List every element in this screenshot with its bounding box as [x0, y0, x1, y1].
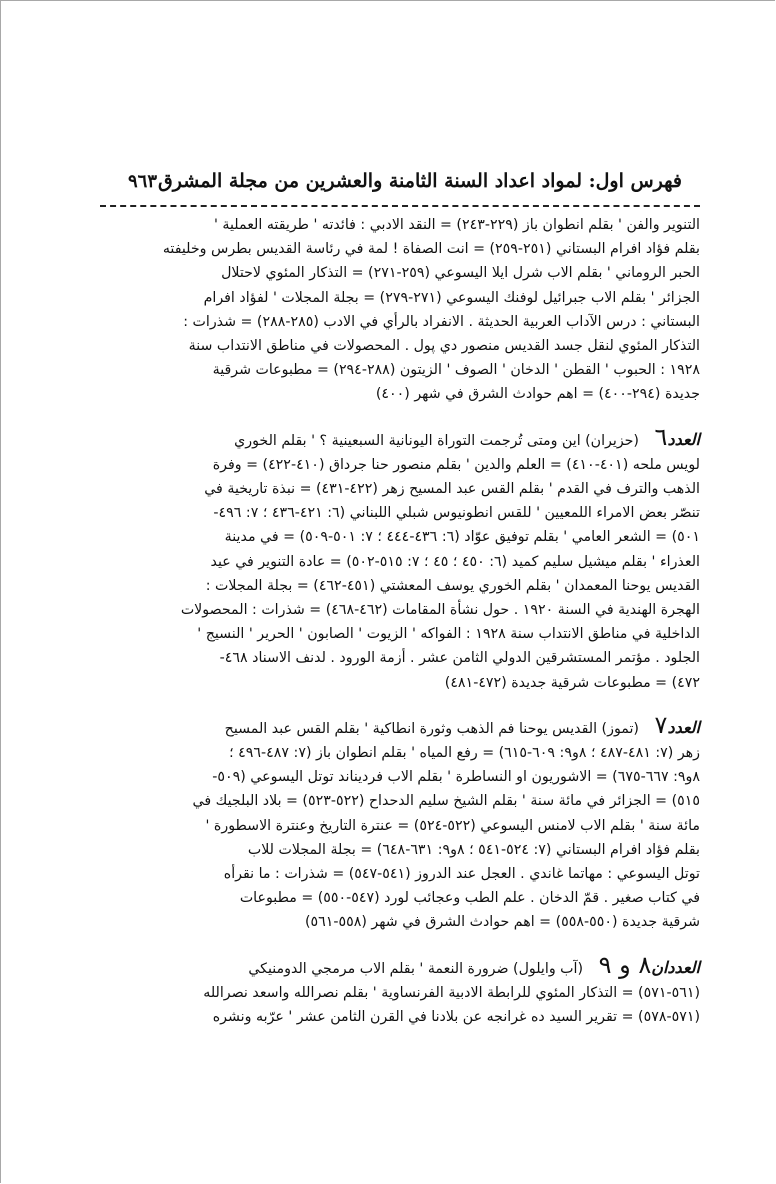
- index-line: ٤٧٢) = مطبوعات شرقية جديدة (٤٧٢-٤٨١): [444, 674, 700, 691]
- index-line: شرقية جديدة (٥٥٠-٥٥٨) = اهم حوادث الشرق في شهر (٥٥٨-٥٦١): [304, 914, 700, 931]
- index-line: بقلم فؤاد افرام البستاني (٧: ٥٢٤-٥٤١ ؛ ٨و٩: ٦٣١-٦٤٨) = بجلة المجلات للاب: [247, 841, 700, 858]
- index-line: العذراء ' بقلم ميشيل سليم كميد (٦: ٤٥٠ ؛ ٤٥ ؛ ٧: ٥١٥-٥٠٢) = عادة التنوير في عيد: [210, 553, 700, 570]
- index-line: الداخلية في مناطق الانتداب سنة ١٩٢٨ : الفواكه ' الزيوت ' الصابون ' الحرير ' النسيج ': [197, 626, 700, 643]
- index-line: التنوير والفن ' بقلم انطوان باز (٢٢٩-٢٤٣) = النقد الادبي : فائدته ' طريقته العملية ': [214, 217, 700, 233]
- issue-heading-label: العدد: [667, 717, 700, 737]
- index-section-issue-7: [100, 710, 700, 935]
- header-title: فهرس اول: لمواد اعداد السنة الثامنة والعشرين من مجلة المشرق: [158, 170, 682, 192]
- index-line-text: (آب وايلول) ضرورة النعمة ' بقلم الاب مرمجي الدومنيكي: [248, 960, 584, 977]
- index-line: جديدة (٢٩٤-٤٠٠) = اهم حوادث الشرق في شهر (٤٠٠): [375, 386, 700, 403]
- index-line: ٥١٥) = الجزائر في مائة سنة ' بقلم الشيخ سليم الدحداح (٥٢٢-٥٢٣) = بلاد البلجيك في: [192, 793, 700, 810]
- index-line: البستاني : درس الآداب العربية الحديثة . الانفراد بالرأي في الادب (٢٨٥-٢٨٨) = شذرات :: [183, 313, 700, 330]
- index-line: الجلود . مؤتمر المستشرقين الدولي الثامن عشر . أزمة الورود . لدنف الاسناد ٤٦٨-: [219, 650, 700, 667]
- index-line: توتل اليسوعي : مهاتما غاندي . العجل عند الدروز (٥٤١-٥٤٧) = شذرات : ما نقرأه: [223, 866, 700, 883]
- index-line-text: (حزيران) اين ومتى تُرجمت التوراة اليونانية السبعينية ؟ ' بقلم الخوري: [234, 432, 639, 449]
- index-section-issue-6: [100, 422, 700, 695]
- index-line: ٨و٩: ٦٦٧-٦٧٥) = الاشوريون او النساطرة ' بقلم الاب فرديناند توتل اليسوعي (٥٠٩-: [212, 769, 700, 786]
- index-line: تنصّر بعض الامراء اللمعيين ' للقس انطونيوس شبلي اللبناني (٦: ٤٢١-٤٣٦ ؛ ٧: ٤٩٦-: [213, 505, 700, 522]
- index-line: زهر (٧: ٤٨١-٤٨٧ ؛ ٨و٩: ٦٠٩-٦١٥) = رفع المياه ' بقلم انطوان باز (٧: ٤٨٧-٤٩٦ ؛: [229, 745, 700, 762]
- index-line: (٥٧١-٥٧٨) = تقرير السيد ده غرانجه عن بلادنا في القرن الثامن عشر ' عرّبه ونشره: [212, 1009, 700, 1026]
- index-line: [100, 422, 700, 453]
- issue-heading: [643, 422, 700, 451]
- index-page: [100, 170, 700, 1029]
- index-line: الحبر الروماني ' بقلم الاب شرل ايلا اليسوعي (٢٥٩-٢٧١) = التذكار المئوي لاحتلال: [221, 265, 700, 282]
- index-line: القديس يوحنا المعمدان ' بقلم الخوري يوسف المعشتي (٤٥١-٤٦٢) = بجلة المجلات :: [205, 577, 700, 594]
- index-section-continuation: [100, 213, 700, 407]
- issue-heading-label: العدد: [667, 429, 700, 449]
- header-divider: [100, 205, 700, 207]
- index-section-issue-8-9: [100, 950, 700, 1030]
- index-line: ١٩٢٨ : الحبوب ' القطن ' الدخان ' الصوف ' الزيتون (٢٨٨-٢٩٤) = مطبوعات شرقية: [212, 362, 700, 379]
- running-header: [100, 170, 700, 202]
- index-line: في كتاب صغير . قمّ الدخان . علم الطب وعجائب لورد (٥٤٧-٥٥٠) = مطبوعات: [239, 890, 700, 907]
- index-line: الذهب والترف في القدم ' بقلم القس عبد المسيح زهر (٤٢٢-٤٣١) = نبذة تاريخية في: [204, 481, 700, 498]
- index-line: لويس ملحه (٤٠١-٤١٠) = العلم والدين ' بقلم منصور حنا جرداق (٤١٠-٤٢٢) = وفرة: [212, 456, 700, 473]
- index-line: مائة سنة ' بقلم الاب لامنس اليسوعي (٥٢٢-٥٢٤) = عنترة التاريخ وعنترة الاسطورة ': [205, 817, 700, 834]
- index-line: التذكار المئوي لنقل جسد القديس منصور دي پول . المحصولات في مناطق الانتداب سنة: [188, 338, 700, 355]
- index-line: [100, 710, 700, 741]
- index-line: ٥٠١) = الشعر العامي ' بقلم توفيق عوّاد (٦: ٤٣٦-٤٤٤ ؛ ٧: ٥٠١-٥٠٩) = في مدينة: [224, 529, 700, 546]
- issue-heading: [587, 950, 700, 979]
- index-line: الجزائر ' بقلم الاب جبرائيل لوفنك اليسوعي (٢٧١-٢٧٩) = بجلة المجلات ' لفؤاد افرام: [203, 289, 700, 306]
- index-line: بقلم فؤاد افرام البستاني (٢٥١-٢٥٩) = انت الصفاة ! لمة في رئاسة القديس بطرس وخليفته: [162, 241, 700, 258]
- issue-number: ٨ و ٩: [598, 950, 652, 979]
- index-line: الهجرة الهندية في السنة ١٩٢٠ . حول نشأة المقامات (٤٦٢-٤٦٨) = شذرات : المحصولات: [180, 602, 700, 619]
- issue-number: ٧: [654, 710, 668, 739]
- page-number: ٩٦٣: [128, 171, 158, 192]
- issue-number: ٦: [654, 422, 668, 451]
- index-line-text: (تموز) القديس يوحنا فم الذهب وثورة انطاكية ' بقلم القس عبد المسيح: [224, 720, 639, 737]
- issue-heading: [643, 710, 700, 739]
- index-line: (٥٦١-٥٧١) = التذكار المئوي للرابطة الادبية الفرنساوية ' بقلم نصرالله واسعد نصرالله: [203, 984, 700, 1001]
- index-line: [100, 950, 700, 981]
- issue-heading-label: العددان: [651, 957, 700, 977]
